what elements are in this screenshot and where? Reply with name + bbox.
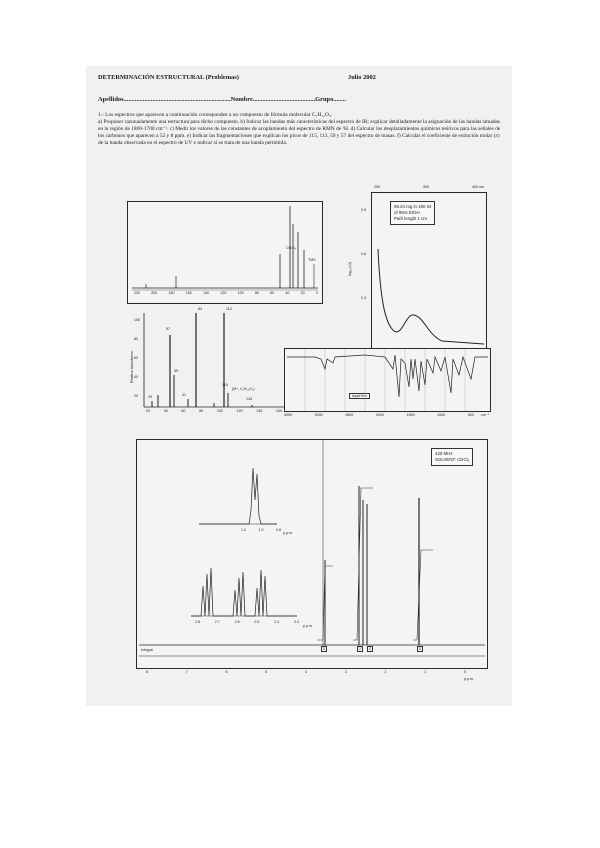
ms-y-axis [134,311,140,406]
h1-x-tick: 5 [265,670,268,674]
h1-integral-value: 3 [323,647,325,651]
c13-axis [134,291,318,295]
c13-nmr-spectrum [127,201,323,304]
ms-peak-label: 41 [182,393,186,397]
c13-tick: 60 [270,291,275,295]
h1-x-tick: 3 [344,670,347,674]
c13-tick: 220 [134,291,140,295]
h1-x-tick: 8 [146,670,148,674]
ms-y-tick: 80 [134,337,138,341]
c13-tick: 200 [151,291,158,295]
h1-info-box [431,448,473,466]
h1-inset2-tick: 2.3 [293,620,299,624]
uv-sample-line: 99.24 mg in 100 ml [394,204,432,209]
ir-x-tick: 3000 [314,413,323,417]
uv-y-tick: 0.9 [361,208,366,212]
c13-tick: 100 [237,291,244,295]
c13-tick: 140 [203,291,210,295]
h1-inset1-tick: 0.8 [276,528,281,532]
h1-inset2-tick: 2.6 [234,620,240,624]
ir-plot [285,349,490,411]
h1-integral-value: 2 [359,647,361,651]
ms-x-tick: 160 [275,409,282,413]
uv-top-tick: 200 [374,185,380,189]
h1-inset2-tick: 2.5 [254,620,260,624]
h1-inset1-tick: 1.2 [241,528,246,532]
uv-top-axis [374,185,484,189]
ms-y-label: Relative Abundance [130,351,134,383]
uv-top-tick: 300 [423,185,429,189]
h1-x-tick: 6 [225,670,228,674]
name-fields-line: Apellidos...................................................................Nombre.......................................Grupo........ [98,96,347,103]
ir-spectrum [284,348,491,412]
h1-inset2-tick: 2.7 [214,620,220,624]
h1-integral-value: 3 [419,647,421,651]
h1-x-tick: 1 [424,670,427,674]
ir-x-tick: 1500 [406,413,415,417]
h1-solvent: SOLVENT: CDCl₃ [435,457,470,462]
h1-integral-value: 2 [369,647,371,651]
c13-solvent-label: CDCl₃ [286,246,297,250]
ir-x-tick: 1000 [437,413,446,417]
document-title: DETERMINACIÓN ESTRUCTURAL (Problemas) [98,74,239,81]
ir-x-tick: 500 [467,413,474,417]
h1-inset2-tick: 2.4 [274,620,280,624]
ms-y-tick: 20 [134,394,138,398]
h1-inset1-ppm: p.p.m. [283,531,293,535]
ms-x-tick: 80 [199,409,204,413]
ir-x-tick: 2000 [375,413,384,417]
ir-x-tick: 4000 [284,413,292,417]
ms-peak-label: 59 [174,369,178,373]
uv-sample-box [390,201,435,225]
uv-sample-line: of 95% EtOH [394,210,420,215]
uv-y-tick: 0.3 [361,296,366,300]
uv-sample-line: Path length 1 cm [394,216,427,221]
uv-top-tick: 400 nm [472,185,484,189]
h1-x-tick: 0 [464,670,466,674]
h1-x-axis [146,670,466,674]
c13-tick: 180 [168,291,175,295]
problem-statement: 1.- Los espectros que aparecen a continuación corresponden a un compuesto de fórmula molecular C₇H₁₂O₃. a) Proponer razonadamente una estructura para dicho compuesto. b) Indicar las bandas más características del espectro de IR; explicar detalladamente la asignación de las bandas situadas en la región de 1800-1700 cm⁻¹. c) Medir los valores de las constantes de acoplamiento del espectro de RMN de ¹H. d) Calcular los desplazamientos químicos teóricos para las señales de los carbonos que aparecen a 52 y 8 ppm. e) Indicar las fragmentaciones que explican los picos de 115, 113, 59 y 57 del espectro de masas. f) Calcular el coeficiente de extinción molar (ε) de la banda observada en el espectro de UV e indicar si se trata de una banda permitida. [98,112,501,147]
ms-x-axis [146,409,282,413]
c13-tick: 80 [254,291,259,295]
ms-y-tick: 100 [134,318,140,322]
ms-peak-label: 113 [226,307,232,311]
uv-y-tick: 0.6 [361,252,366,256]
document-date: Julio 2002 [348,74,376,81]
ms-molecular-ion-label: (M⁺, C₇H₁₂O₃) [232,387,255,391]
uv-y-label: log₁₀(I₀/I) [348,261,352,276]
h1-x-tick: 2 [384,670,387,674]
ms-y-tick: 40 [134,375,138,379]
h1-inset1-tick: 1.0 [258,528,264,532]
ms-x-tick: 120 [236,409,243,413]
ir-units: cm⁻¹ [481,413,489,417]
c13-tick: 120 [220,291,227,295]
h1-frequency: 420 MHz [435,451,453,456]
c13-spectrum-plot [128,202,322,303]
h1-inset2-axis [195,620,299,624]
c13-tms-label: TMS [308,258,316,262]
h1-plot [137,440,487,668]
c13-tick: 0 [315,291,318,295]
ms-x-tick: 100 [216,409,223,413]
ms-x-tick: 20 [146,409,150,413]
c13-tick: 160 [185,291,192,295]
ms-peak-label: 57 [166,327,170,331]
ms-x-tick: 60 [181,409,186,413]
ms-x-tick: 40 [163,409,168,413]
mass-spectrum [130,307,286,415]
ms-plot [136,311,286,415]
h1-integral-label: Integral [141,648,153,652]
ms-y-tick: 60 [134,356,138,360]
uv-spectrum [371,185,487,350]
ms-peak-label: 144 [246,397,252,401]
h1-inset1-axis [241,528,281,532]
ir-sample-label: liquid film [349,393,370,399]
document-page [86,66,512,706]
h1-x-tick: 4 [305,670,307,674]
c13-tick: 20 [300,291,305,295]
h1-inset2-tick: 2.8 [195,620,200,624]
ms-peak-label: 29 [148,395,152,399]
h1-nmr-spectrum [136,439,488,669]
ms-peak-label: 115 [222,383,228,387]
ir-x-tick: 2500 [345,413,354,417]
ir-x-axis [284,413,474,417]
h1-inset2-ppm: p.p.m. [303,624,313,628]
c13-tick: 40 [285,291,290,295]
ms-peak-label: 84 [198,307,202,311]
h1-x-ppm: p.p.m. [464,677,474,681]
ms-x-tick: 140 [256,409,263,413]
h1-x-tick: 7 [185,670,188,674]
